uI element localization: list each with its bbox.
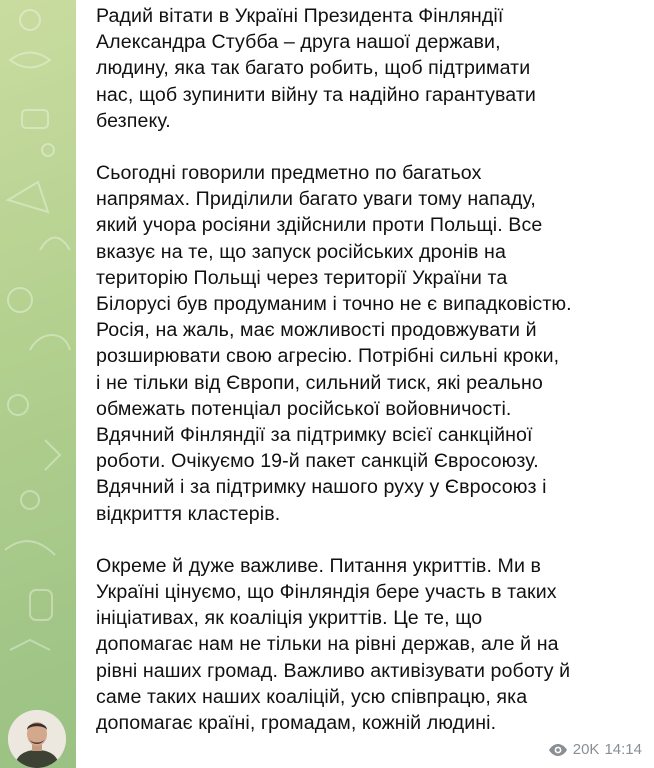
avatar-image <box>8 710 66 768</box>
eye-icon <box>548 743 568 757</box>
message-paragraph-3: Окреме й дуже важливе. Питання укриттів. Ми в Україні цінуємо, що Фінляндія бере участь в таких ініціативах, як коаліція укриттів. Це те, що допомагає нам не тільки на рівні держав, але й на рівні наших громад. Важливо активізувати роботу й саме таких наших коаліцій, усю співпрацю, яка допомагає країні, громадам, кожній людині. <box>96 554 571 735</box>
message-paragraph-2: Сьогодні говорили предметно по багатьох напрямах. Приділили багато уваги тому нападу, який учора росіяни здійснили проти Польщі. Все вказує на те, що запуск російських дронів на територію Польщі через території України та Білорусі був продуманим і точно не є випадковістю. Росія, на жаль, має можливості продовжувати й розширювати свою агресію. Потрібні сильні кроки, і не тільки від Європи, сильний тиск, які реально обмежать потенціал російської войовничості. Вдячний Фінляндії за підтримку всієї санкційної роботи. Очікуємо 19-й пакет санкцій Євросоюзу. Вдячний і за підтримку нашого руху у Євросоюз і відкриття кластерів. <box>96 162 572 525</box>
message-paragraph-1: Радий вітати в Україні Президента Фінляндії Александра Стубба – друга нашої держави, людину, яка так багато робить, щоб підтримати нас, щоб зупинити війну та надійно гарантувати безпеку. <box>96 5 536 132</box>
avatar[interactable] <box>8 710 66 768</box>
views-count: 20K <box>572 741 600 758</box>
message-meta <box>548 741 642 758</box>
message-time: 14:14 <box>604 741 642 758</box>
message-bubble <box>76 0 654 768</box>
